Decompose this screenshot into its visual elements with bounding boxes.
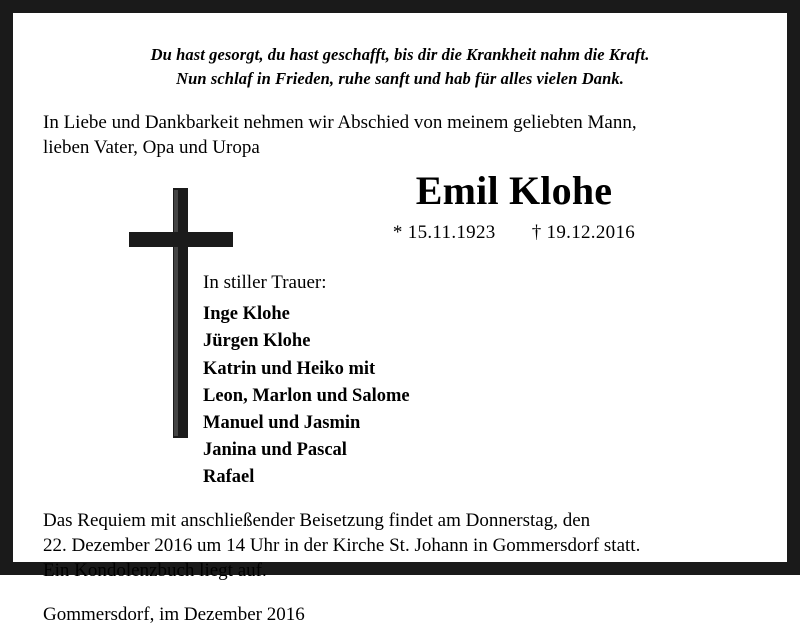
intro-line-2: lieben Vater, Opa und Uropa: [43, 136, 260, 158]
verse-line-1: Du hast gesorgt, du hast geschafft, bis dir die Krankheit nahm die Kraft.: [150, 45, 650, 64]
intro-line-1: In Liebe und Dankbarkeit nehmen wir Abschied von meinem geliebten Mann,: [43, 111, 637, 133]
latin-cross-icon: [121, 188, 251, 438]
life-dates: [271, 222, 757, 244]
mourner-item: Inge Klohe: [203, 304, 290, 325]
main-section: [43, 170, 757, 491]
intro-text: [43, 111, 757, 160]
mourner-item: Manuel und Jasmin: [203, 412, 361, 433]
service-details: [43, 508, 757, 584]
mourner-item: Jürgen Klohe: [203, 331, 311, 352]
birth-date: * 15.11.1923: [392, 222, 496, 244]
service-line-2: 22. Dezember 2016 um 14 Uhr in der Kirche St. Johann in Gommersdorf statt.: [43, 534, 641, 556]
cross-vertical-bar: [173, 188, 188, 438]
deceased-name: Emil Klohe: [415, 168, 613, 214]
mourner-item: Rafael: [203, 467, 255, 488]
mourner-item: Janina und Pascal: [203, 440, 347, 461]
place-and-date: Gommersdorf, im Dezember 2016: [43, 604, 305, 626]
service-line-3: Ein Kondolenzbuch liegt auf.: [43, 560, 267, 582]
verse-line-2: Nun schlaf in Frieden, ruhe sanft und hab für alles vielen Dank.: [176, 68, 624, 88]
service-line-1: Das Requiem mit anschließender Beisetzung findet am Donnerstag, den: [43, 509, 591, 531]
obituary-card: [13, 13, 787, 626]
mourners-label: In stiller Trauer:: [203, 272, 327, 294]
mourners-block: [203, 272, 757, 491]
deceased-block: [271, 170, 757, 244]
cross-horizontal-bar: [129, 232, 233, 247]
mourner-item: Katrin und Heiko mit: [203, 358, 376, 379]
memorial-verse: [43, 43, 757, 91]
mourner-item: Leon, Marlon und Salome: [203, 385, 410, 406]
death-date: † 19.12.2016: [531, 222, 636, 244]
